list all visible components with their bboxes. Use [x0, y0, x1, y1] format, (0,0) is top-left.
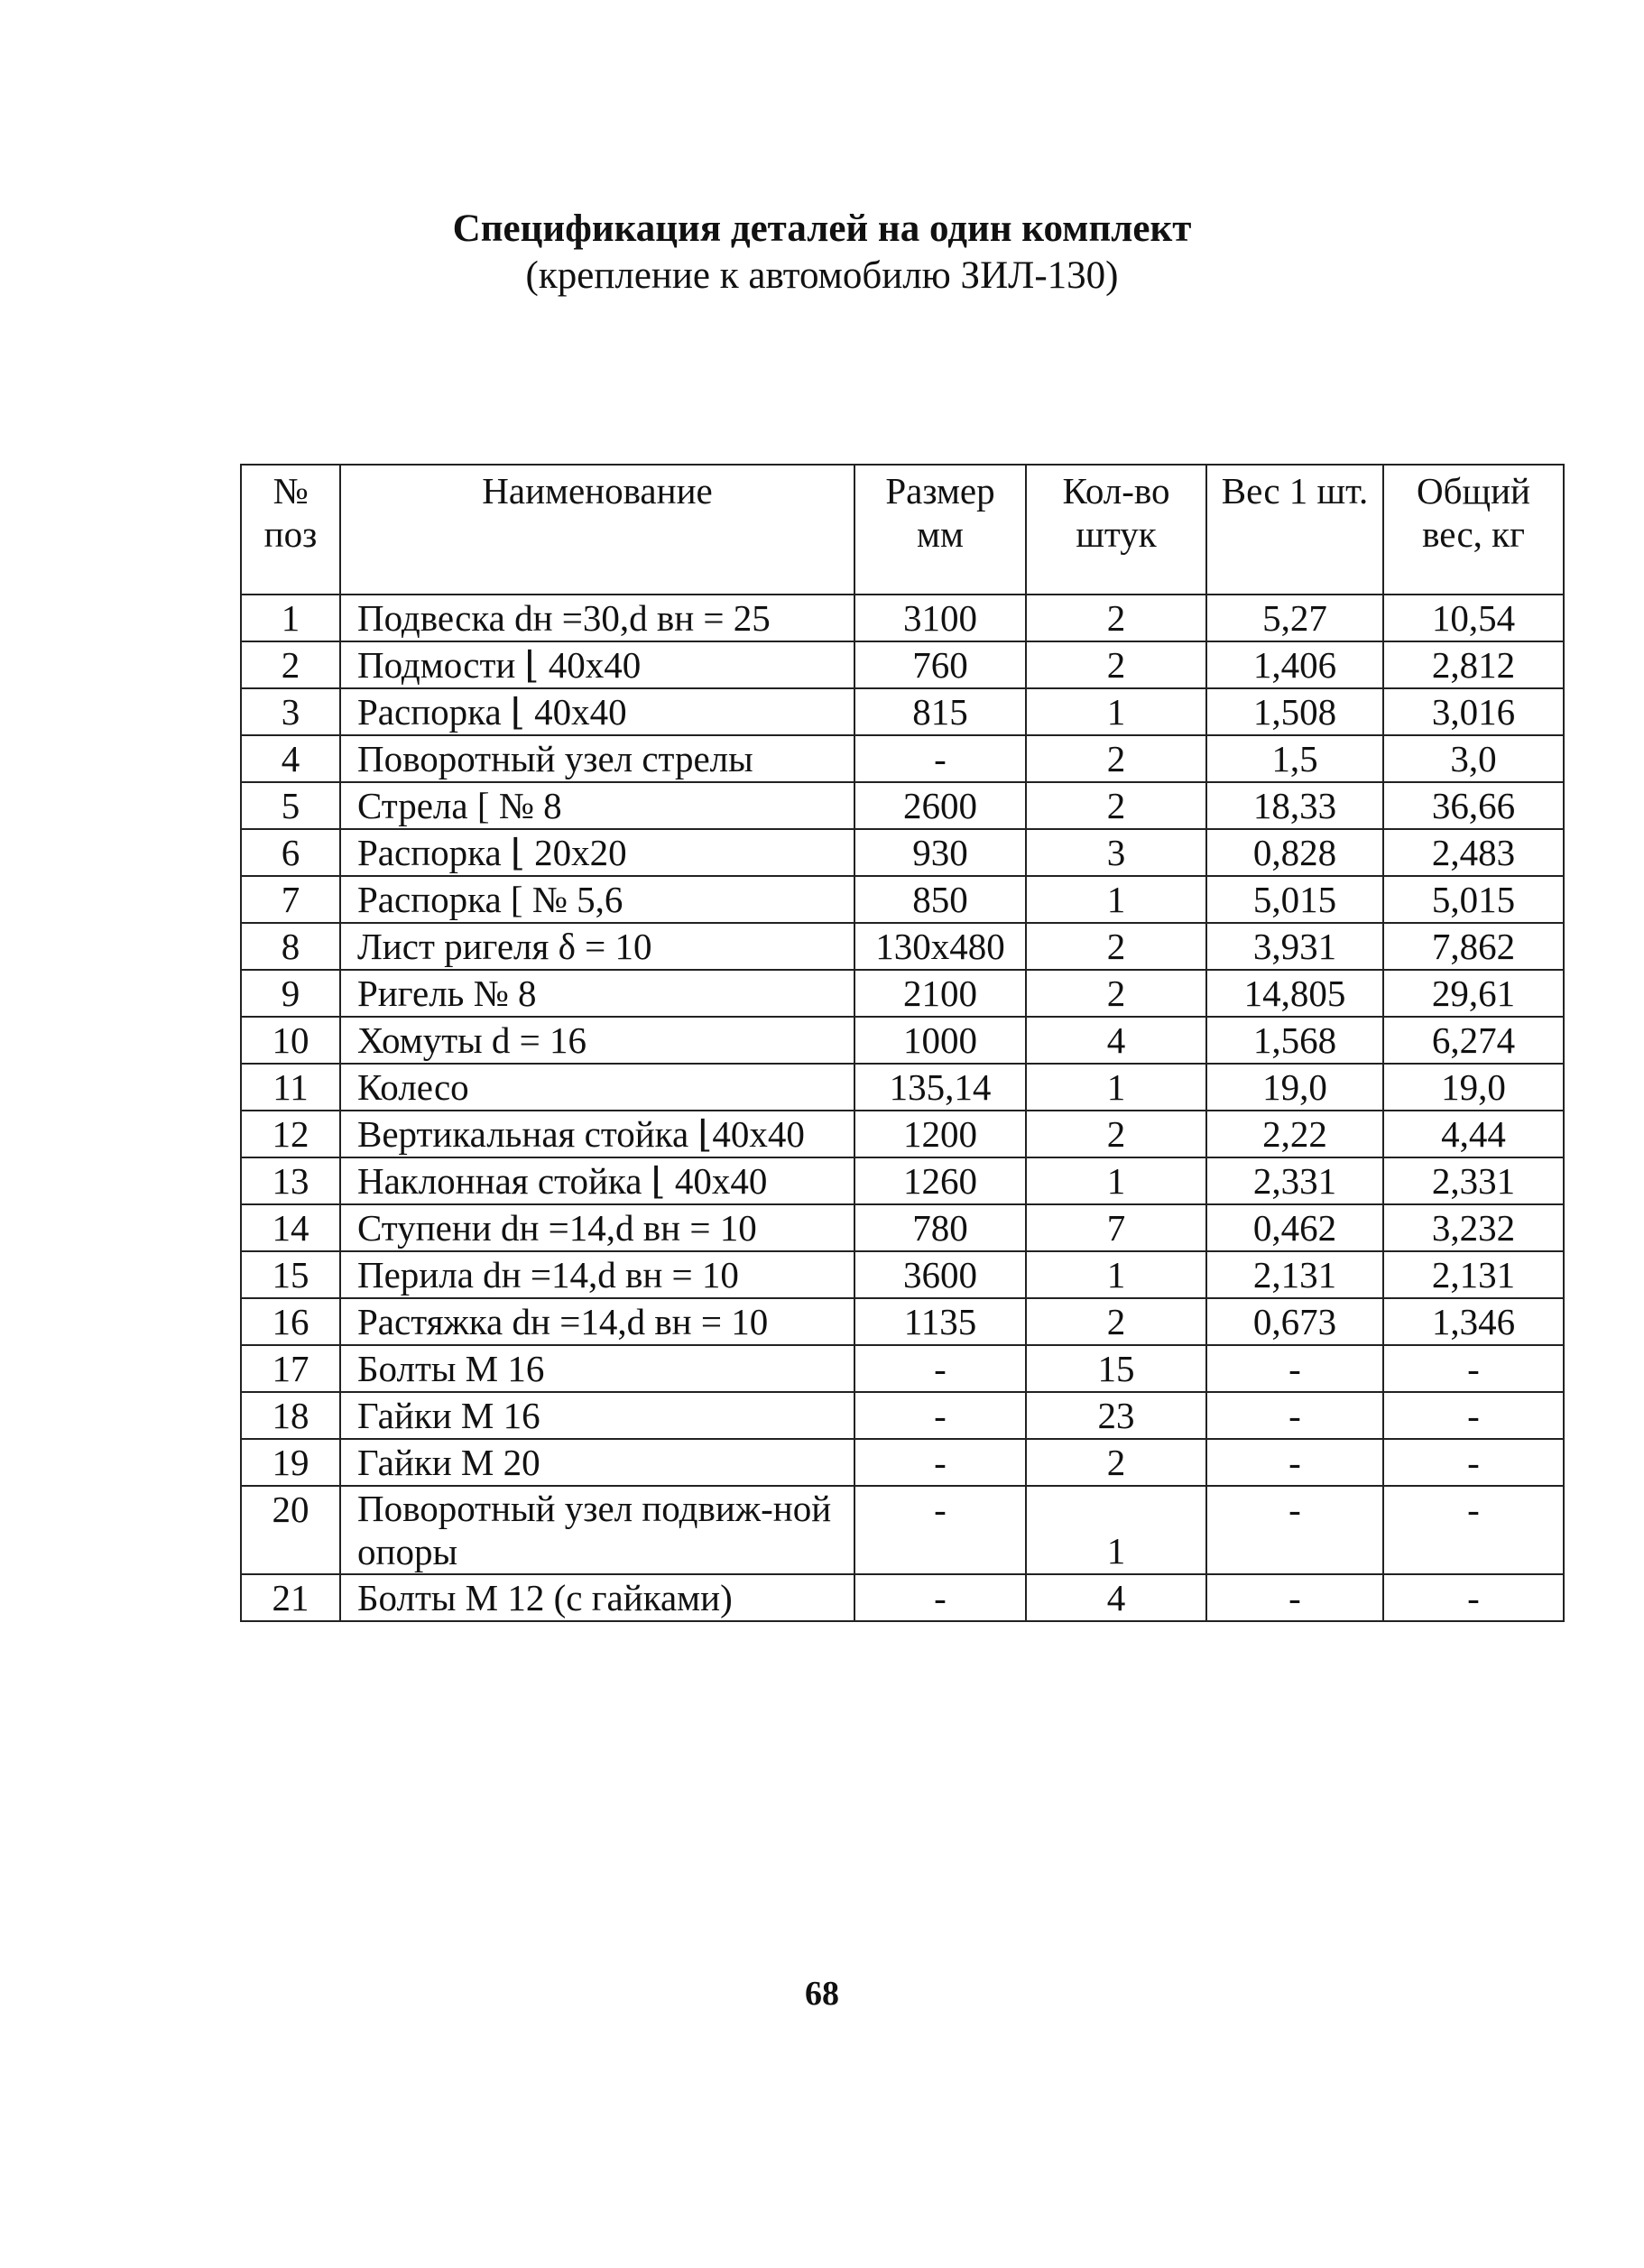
- cell-weight: -: [1206, 1392, 1383, 1439]
- cell-size: 760: [854, 641, 1026, 688]
- table-row: [241, 829, 1564, 876]
- table-row: [241, 1064, 1564, 1111]
- cell-total: -: [1383, 1486, 1564, 1574]
- cell-pos: 16: [241, 1298, 340, 1345]
- table-row: [241, 595, 1564, 641]
- cell-size: 930: [854, 829, 1026, 876]
- table-row: [241, 1111, 1564, 1157]
- cell-qty: 3: [1026, 829, 1206, 876]
- cell-size: 780: [854, 1204, 1026, 1251]
- cell-size: 1200: [854, 1111, 1026, 1157]
- cell-weight: -: [1206, 1439, 1383, 1486]
- cell-qty: 2: [1026, 641, 1206, 688]
- cell-qty: 23: [1026, 1392, 1206, 1439]
- table-row: [241, 1298, 1564, 1345]
- cell-name: Ступени dн =14,d вн = 10: [340, 1204, 854, 1251]
- table-row: [241, 641, 1564, 688]
- cell-total: 19,0: [1383, 1064, 1564, 1111]
- header-size: Размер мм: [854, 465, 1026, 595]
- table-row: [241, 923, 1564, 970]
- cell-qty: 1: [1026, 1486, 1206, 1574]
- table-row: [241, 1251, 1564, 1298]
- cell-qty: 4: [1026, 1574, 1206, 1621]
- table-row: [241, 1392, 1564, 1439]
- cell-qty: 2: [1026, 735, 1206, 782]
- cell-pos: 10: [241, 1017, 340, 1064]
- cell-weight: 3,931: [1206, 923, 1383, 970]
- table-row: [241, 1204, 1564, 1251]
- cell-weight: 14,805: [1206, 970, 1383, 1017]
- cell-pos: 9: [241, 970, 340, 1017]
- cell-total: 5,015: [1383, 876, 1564, 923]
- cell-weight: -: [1206, 1574, 1383, 1621]
- cell-name: Перила dн =14,d вн = 10: [340, 1251, 854, 1298]
- cell-weight: 1,508: [1206, 688, 1383, 735]
- table-row: [241, 1574, 1564, 1621]
- cell-size: 2100: [854, 970, 1026, 1017]
- cell-size: 3600: [854, 1251, 1026, 1298]
- table-header-row: [241, 465, 1564, 595]
- specification-table: [240, 464, 1565, 1622]
- cell-qty: 15: [1026, 1345, 1206, 1392]
- cell-size: 2600: [854, 782, 1026, 829]
- cell-name: Поворотный узел стрелы: [340, 735, 854, 782]
- cell-total: -: [1383, 1392, 1564, 1439]
- cell-name: Стрела [ № 8: [340, 782, 854, 829]
- table-row: [241, 1345, 1564, 1392]
- cell-total: 2,483: [1383, 829, 1564, 876]
- cell-weight: 19,0: [1206, 1064, 1383, 1111]
- document-subtitle: (крепление к автомобилю ЗИЛ-130): [525, 254, 1119, 297]
- cell-total: -: [1383, 1574, 1564, 1621]
- cell-size: -: [854, 1574, 1026, 1621]
- table-row: [241, 1486, 1564, 1574]
- cell-name: Болты М 16: [340, 1345, 854, 1392]
- cell-pos: 8: [241, 923, 340, 970]
- cell-total: 7,862: [1383, 923, 1564, 970]
- cell-name: Распорка [ № 5,6: [340, 876, 854, 923]
- cell-size: 850: [854, 876, 1026, 923]
- cell-qty: 2: [1026, 1298, 1206, 1345]
- table-row: [241, 782, 1564, 829]
- cell-qty: 1: [1026, 1157, 1206, 1204]
- cell-weight: 2,331: [1206, 1157, 1383, 1204]
- cell-weight: 2,22: [1206, 1111, 1383, 1157]
- table-row: [241, 735, 1564, 782]
- page-number: 68: [805, 1975, 839, 2013]
- cell-total: 29,61: [1383, 970, 1564, 1017]
- cell-name: Поворотный узел подвиж-ной опоры: [340, 1486, 854, 1574]
- cell-name: Распорка ⌊ 40х40: [340, 688, 854, 735]
- cell-name: Вертикальная стойка ⌊40х40: [340, 1111, 854, 1157]
- cell-qty: 2: [1026, 970, 1206, 1017]
- cell-size: 815: [854, 688, 1026, 735]
- cell-pos: 11: [241, 1064, 340, 1111]
- cell-pos: 2: [241, 641, 340, 688]
- cell-name: Гайки М 16: [340, 1392, 854, 1439]
- cell-qty: 7: [1026, 1204, 1206, 1251]
- table-row: [241, 1439, 1564, 1486]
- cell-qty: 2: [1026, 782, 1206, 829]
- cell-weight: 5,015: [1206, 876, 1383, 923]
- cell-pos: 12: [241, 1111, 340, 1157]
- cell-pos: 19: [241, 1439, 340, 1486]
- cell-total: 10,54: [1383, 595, 1564, 641]
- table-row: [241, 1157, 1564, 1204]
- cell-pos: 4: [241, 735, 340, 782]
- cell-name: Подвеска dн =30,d вн = 25: [340, 595, 854, 641]
- header-weight: Вес 1 шт.: [1206, 465, 1383, 595]
- cell-pos: 18: [241, 1392, 340, 1439]
- cell-pos: 6: [241, 829, 340, 876]
- cell-name: Хомуты d = 16: [340, 1017, 854, 1064]
- cell-qty: 2: [1026, 1111, 1206, 1157]
- cell-weight: 5,27: [1206, 595, 1383, 641]
- cell-pos: 15: [241, 1251, 340, 1298]
- cell-qty: 1: [1026, 688, 1206, 735]
- cell-name: Колесо: [340, 1064, 854, 1111]
- cell-weight: 0,673: [1206, 1298, 1383, 1345]
- cell-total: -: [1383, 1345, 1564, 1392]
- cell-weight: 1,406: [1206, 641, 1383, 688]
- cell-name: Ригель № 8: [340, 970, 854, 1017]
- header-pos: № поз: [241, 465, 340, 595]
- cell-name: Гайки М 20: [340, 1439, 854, 1486]
- table-row: [241, 1017, 1564, 1064]
- cell-size: 1000: [854, 1017, 1026, 1064]
- cell-weight: -: [1206, 1345, 1383, 1392]
- cell-size: 1135: [854, 1298, 1026, 1345]
- cell-total: 6,274: [1383, 1017, 1564, 1064]
- cell-name: Растяжка dн =14,d вн = 10: [340, 1298, 854, 1345]
- cell-size: -: [854, 1439, 1026, 1486]
- cell-total: 2,131: [1383, 1251, 1564, 1298]
- cell-total: 3,016: [1383, 688, 1564, 735]
- cell-total: -: [1383, 1439, 1564, 1486]
- cell-size: 3100: [854, 595, 1026, 641]
- cell-total: 3,0: [1383, 735, 1564, 782]
- cell-total: 2,331: [1383, 1157, 1564, 1204]
- cell-total: 3,232: [1383, 1204, 1564, 1251]
- cell-pos: 7: [241, 876, 340, 923]
- cell-weight: 1,5: [1206, 735, 1383, 782]
- header-name: Наименование: [340, 465, 854, 595]
- table-row: [241, 688, 1564, 735]
- cell-pos: 21: [241, 1574, 340, 1621]
- cell-size: 135,14: [854, 1064, 1026, 1111]
- cell-qty: 2: [1026, 1439, 1206, 1486]
- cell-name: Подмости ⌊ 40х40: [340, 641, 854, 688]
- cell-qty: 4: [1026, 1017, 1206, 1064]
- cell-pos: 13: [241, 1157, 340, 1204]
- cell-weight: 0,828: [1206, 829, 1383, 876]
- table-row: [241, 876, 1564, 923]
- cell-pos: 1: [241, 595, 340, 641]
- cell-pos: 20: [241, 1486, 340, 1574]
- cell-size: -: [854, 1392, 1026, 1439]
- cell-pos: 14: [241, 1204, 340, 1251]
- cell-size: -: [854, 1486, 1026, 1574]
- cell-qty: 1: [1026, 876, 1206, 923]
- cell-total: 2,812: [1383, 641, 1564, 688]
- cell-size: -: [854, 1345, 1026, 1392]
- cell-total: 4,44: [1383, 1111, 1564, 1157]
- cell-qty: 1: [1026, 1064, 1206, 1111]
- cell-size: 130х480: [854, 923, 1026, 970]
- cell-weight: 1,568: [1206, 1017, 1383, 1064]
- document-title: Спецификация деталей на один комплект: [452, 207, 1192, 250]
- cell-total: 1,346: [1383, 1298, 1564, 1345]
- cell-weight: 0,462: [1206, 1204, 1383, 1251]
- table-row: [241, 970, 1564, 1017]
- cell-pos: 3: [241, 688, 340, 735]
- cell-size: -: [854, 735, 1026, 782]
- cell-weight: 18,33: [1206, 782, 1383, 829]
- cell-total: 36,66: [1383, 782, 1564, 829]
- cell-name: Наклонная стойка ⌊ 40х40: [340, 1157, 854, 1204]
- cell-qty: 1: [1026, 1251, 1206, 1298]
- cell-qty: 2: [1026, 923, 1206, 970]
- header-qty: Кол-во штук: [1026, 465, 1206, 595]
- cell-size: 1260: [854, 1157, 1026, 1204]
- cell-weight: -: [1206, 1486, 1383, 1574]
- cell-qty: 2: [1026, 595, 1206, 641]
- header-total: Общий вес, кг: [1383, 465, 1564, 595]
- cell-pos: 17: [241, 1345, 340, 1392]
- cell-name: Лист ригеля δ = 10: [340, 923, 854, 970]
- cell-pos: 5: [241, 782, 340, 829]
- cell-name: Болты М 12 (с гайками): [340, 1574, 854, 1621]
- cell-name: Распорка ⌊ 20х20: [340, 829, 854, 876]
- cell-weight: 2,131: [1206, 1251, 1383, 1298]
